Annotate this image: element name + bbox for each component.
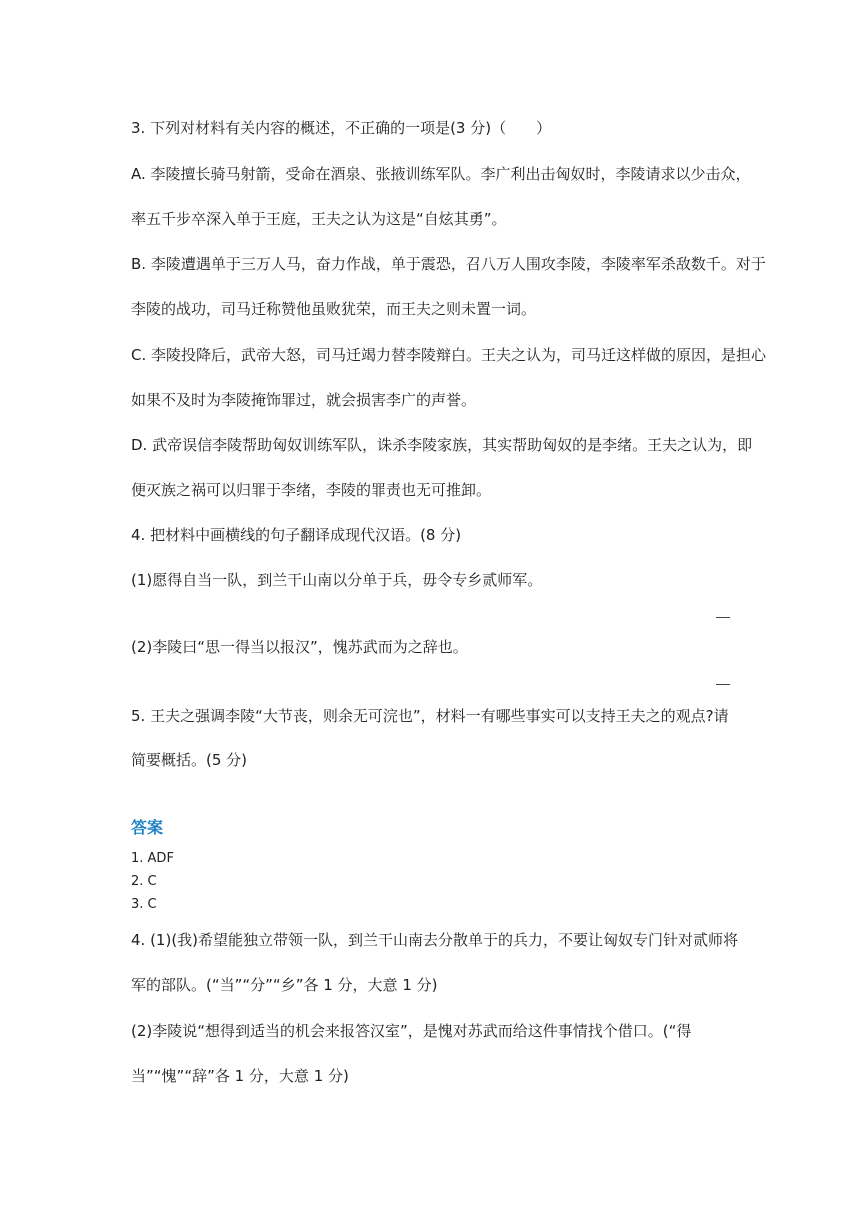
question3-option-a-line1: A. 李陵擅长骑马射箭，受命在酒泉、张掖训练军队。李广利出击匈奴时，李陵请求以少击众， [131,165,751,183]
answer-2: 2. C [131,874,157,889]
question3-option-b-line2: 李陵的战功，司马迁称赞他虽败犹荣，而王夫之则未置一词。 [131,300,537,318]
question4-stem: 4. 把材料中画横线的句子翻译成现代汉语。(8 分) [131,526,462,544]
question5-line1: 5. 王夫之强调李陵“大节丧，则余无可浣也”，材料一有哪些事实可以支持王夫之的观点?请 [131,707,729,725]
question4-item2: (2)李陵曰“思一得当以报汉”，愧苏武而为之辞也。 [131,638,468,656]
answers-heading: 答案 [131,818,164,837]
answer-4-1-line1: 4. (1)(我)希望能独立带领一队，到兰干山南去分散单于的兵力，不要让匈奴专门针对贰师将 [131,931,739,949]
answer-1: 1. ADF [131,851,174,866]
answer-3: 3. C [131,897,157,912]
answer-4-2-line1: (2)李陵说“想得到适当的机会来报答汉室”，是愧对苏武而给这件事情找个借口。(“得 [131,1022,692,1040]
answer-4-2-line2: 当”“愧”“辞”各 1 分，大意 1 分) [131,1067,349,1085]
question3-option-c-line1: C. 李陵投降后，武帝大怒，司马迁竭力替李陵辩白。王夫之认为，司马迁这样做的原因，是担心 [131,346,767,364]
answer-blank-line-1 [716,617,730,618]
question3-option-c-line2: 如果不及时为李陵掩饰罪过，就会损害李广的声誉。 [131,391,477,409]
answer-4-1-line2: 军的部队。(“当”“分”“乡”各 1 分，大意 1 分) [131,976,438,994]
question3-option-a-line2: 率五千步卒深入单于王庭，王夫之认为这是“自炫其勇”。 [131,210,507,228]
question3-option-d-line1: D. 武帝误信李陵帮助匈奴训练军队，诛杀李陵家族，其实帮助匈奴的是李绪。王夫之认为，即 [131,436,753,454]
question5-line2: 简要概括。(5 分) [131,751,248,769]
question3-option-b-line1: B. 李陵遭遇单于三万人马，奋力作战，单于震恐，召八万人围攻李陵，李陵率军杀敌数千。对于 [131,255,766,273]
question4-item1: (1)愿得自当一队，到兰干山南以分单于兵，毋令专乡贰师军。 [131,571,543,589]
question3-option-d-line2: 便灭族之祸可以归罪于李绪，李陵的罪责也无可推卸。 [131,481,492,499]
question3-stem: 3. 下列对材料有关内容的概述，不正确的一项是(3 分)（ ） [131,119,552,137]
answer-blank-line-2 [716,684,730,685]
